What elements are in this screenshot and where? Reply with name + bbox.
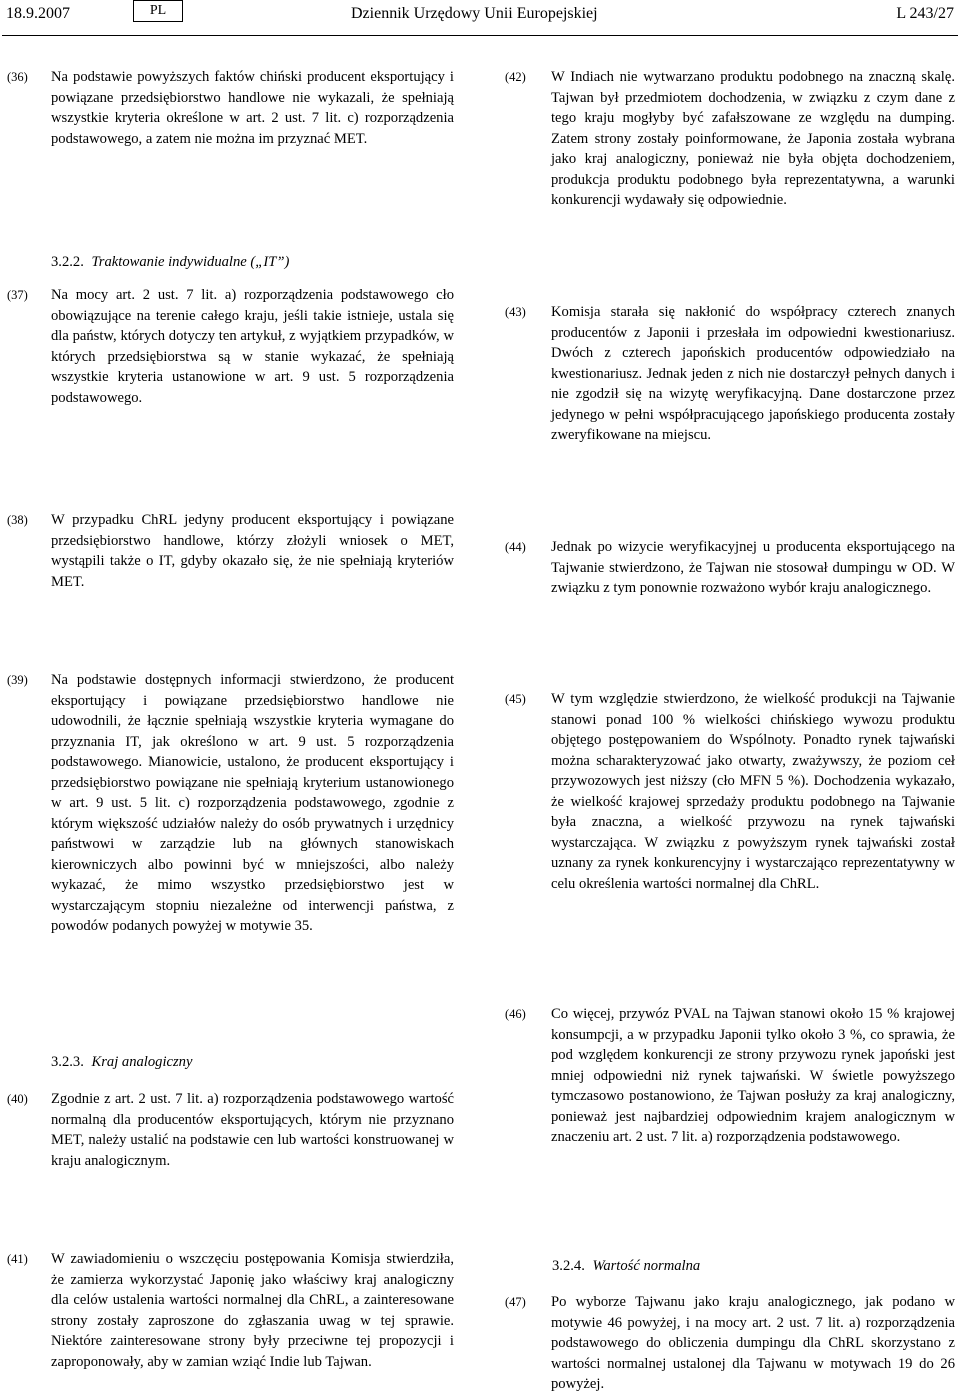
recital-text: Na podstawie powyższych faktów chiński producent eksportujący i powiązane przedsiębiorstwo handlowe nie wykazali, że spełniają wszystkie kryteria określone w art. 2 ust. 7 lit. c) rozporządzenia podstawowego, a zatem nie można im przyznać MET.	[51, 69, 454, 147]
section-heading-3-2-2	[51, 252, 289, 273]
section-heading-3-2-3	[51, 1052, 192, 1073]
section-title: Kraj analogiczny	[91, 1054, 193, 1070]
recital-42	[505, 67, 955, 211]
page-reference: L 243/27	[896, 5, 954, 22]
section-number: 3.2.3.	[51, 1054, 84, 1070]
recital-number: (42)	[505, 70, 526, 84]
recital-39	[7, 670, 454, 937]
recital-text: Jednak po wizycie weryfikacyjnej u producenta eksportującego na Tajwanie stwierdzono, że Tajwan nie stosował dumpingu w OD. W związku z tym ponownie rozważono wybór kraju analogicznego.	[551, 539, 955, 596]
recital-number: (46)	[505, 1007, 526, 1021]
recital-text: Na podstawie dostępnych informacji stwierdzono, że producent eksportujący i powiązane przedsiębiorstwo handlowe nie udowodnili, że łącznie spełniają wszystkie kryteria wymagane do przyznania IT, jak określono w art. 9 ust. 5 rozporządzenia podstawowego. Mianowicie, ustalono, że producent eksportujący i przedsiębiorstwo powiązane nie spełniają kryterium ustanowionego w art. 9 ust. 5 lit. c) rozporządzenia podstawowego, zgodnie z którym większość udziałów należy do osób prywatnych i urzędnicy państwowi w zarządzie lub na głównych stanowiskach kierowniczych albo powinni być w mniejszości, albo należy wykazać, że mimo wszystko przedsiębiorstwo jest w wystarczającym stopniu niezależne od interwencji państwa, z powodów podanych powyżej w motywie 35.	[51, 672, 454, 934]
recital-45	[505, 689, 955, 894]
recital-text: Na mocy art. 2 ust. 7 lit. a) rozporządzenia podstawowego cło obowiązujące na terenie całego kraju, jeśli takie istnieje, ustala się dla państw, których dotyczy ten artykuł, z wyjątkiem przypadków, w których przedsiębiorstwa są w stanie wykazać, że spełniają wszystkie kryteria ustanowione w art. 9 ust. 5 rozporządzenia podstawowego.	[51, 287, 454, 406]
recital-text: W przypadku ChRL jedyny producent eksportujący i powiązane przedsiębiorstwo handlowe, którzy złożyli wniosek o MET, wystąpili także o IT, gdyby okazało się, że nie spełniają kryteriów MET.	[51, 512, 454, 590]
recital-41	[7, 1249, 454, 1372]
recital-47	[505, 1292, 955, 1395]
recital-number: (39)	[7, 673, 28, 687]
recital-36	[7, 67, 454, 149]
recital-number: (37)	[7, 288, 28, 302]
section-heading-3-2-4	[552, 1256, 700, 1277]
recital-number: (36)	[7, 70, 28, 84]
journal-title: Dziennik Urzędowy Unii Europejskiej	[351, 5, 598, 22]
recital-38	[7, 510, 454, 592]
recital-46	[505, 1004, 955, 1148]
language-badge: PL	[133, 0, 183, 22]
recital-40	[7, 1089, 454, 1171]
recital-number: (43)	[505, 305, 526, 319]
recital-number: (47)	[505, 1295, 526, 1309]
recital-37	[7, 285, 454, 408]
recital-text: Komisja starała się nakłonić do współpracy czterech znanych producentów z Japonii i przesłała im odpowiedni kwestionariusz. Dwóch z czterech japońskich producentów odpowiedziało na kwestionariusz. Jednak jeden z nich nie dostarczył pełnych danych i nie zgodził się na wizytę weryfikacyjną. Dane dostarczone przez jedynego w pełni współpracującego japońskiego producenta zostały zweryfikowane na miejscu.	[551, 304, 955, 443]
recital-text: Zgodnie z art. 2 ust. 7 lit. a) rozporządzenia podstawowego wartość normalną dla producentów eksportujących, którym nie przyznano MET, należy ustalić na podstawie cen lub wartości konstruowanej w kraju analogicznym.	[51, 1091, 454, 1169]
recital-44	[505, 537, 955, 599]
section-title: Traktowanie indywidualne („IT”)	[91, 254, 290, 270]
recital-number: (40)	[7, 1092, 28, 1106]
recital-number: (44)	[505, 540, 526, 554]
recital-text: W tym względzie stwierdzono, że wielkość produkcji na Tajwanie stanowi ponad 100 % wielkości chińskiego wywozu produktu objętego postępowaniem do Wspólnoty. Ponadto rynek tajwański można scharakteryzować jako otwarty, zważywszy, że poziom ceł przywozowych jest niższy (cło MFN 5 %). Dochodzenia wykazało, że wielkość krajowej sprzedaży produktu podobnego na Tajwanie była znaczna, a wielkość przywozu na rynek tajwański wystarczająca. W związku z powyższym rynek tajwański został uznany za rynek konkurencyjny i wystarczająco reprezentatywny w celu określenia wartości normalnej dla ChRL.	[551, 691, 955, 892]
recital-text: W zawiadomieniu o wszczęciu postępowania Komisja stwierdziła, że zamierza wykorzystać Japonię jako właściwy kraj analogiczny dla celów ustalenia wartości normalnej dla ChRL, a zainteresowane strony zostały zaproszone do zgłaszania uwag w tej sprawie. Niektóre zainteresowane strony były przeciwne tej propozycji i zaproponowały, aby w zamian wziąć Indie lub Tajwan.	[51, 1251, 454, 1370]
recital-number: (45)	[505, 692, 526, 706]
header-date: 18.9.2007	[6, 5, 70, 22]
section-title: Wartość normalna	[592, 1258, 701, 1274]
recital-text: Co więcej, przywóz PVAL na Tajwan stanowi około 15 % krajowej konsumpcji, a w przypadku Japonii tylko około 3 %, co sprawia, że pod względem konkurencji ze strony przywozu rynek japoński jest mniej odpowiedni niż rynek tajwański. W świetle powyższego tymczasowo postanowiono, że Tajwan posłuży za kraj analogiczny, ponieważ jest najbardziej odpowiednim krajem analogicznym w znaczeniu art. 2 ust. 7 lit. a) rozporządzenia podstawowego.	[551, 1006, 955, 1145]
recital-text: Po wyborze Tajwanu jako kraju analogicznego, jak podano w motywie 46 powyżej, i na mocy art. 2 ust. 7 lit. a) rozporządzenia podstawowego do obliczenia dumpingu dla ChRL skorzystano z wartości normalnej ustalonej dla Tajwanu w motywach 19 do 26 powyżej.	[551, 1294, 955, 1392]
section-number: 3.2.4.	[552, 1258, 585, 1274]
header-rule	[2, 35, 958, 36]
recital-number: (38)	[7, 513, 28, 527]
recital-43	[505, 302, 955, 446]
section-number: 3.2.2.	[51, 254, 84, 270]
recital-number: (41)	[7, 1252, 28, 1266]
recital-text: W Indiach nie wytwarzano produktu podobnego na znaczną skalę. Tajwan był przedmiotem dochodzenia, w związku z czym dane z tego kraju mogłyby być zafałszowane ze względu na dumping. Zatem strony zostały poinformowane, że Japonia została wybrana jako kraj analogiczny, ponieważ nie była objęta dochodzeniem, produkcja produktu podobnego była reprezentatywna, a warunki konkurencji wydawały się odpowiednie.	[551, 69, 955, 208]
